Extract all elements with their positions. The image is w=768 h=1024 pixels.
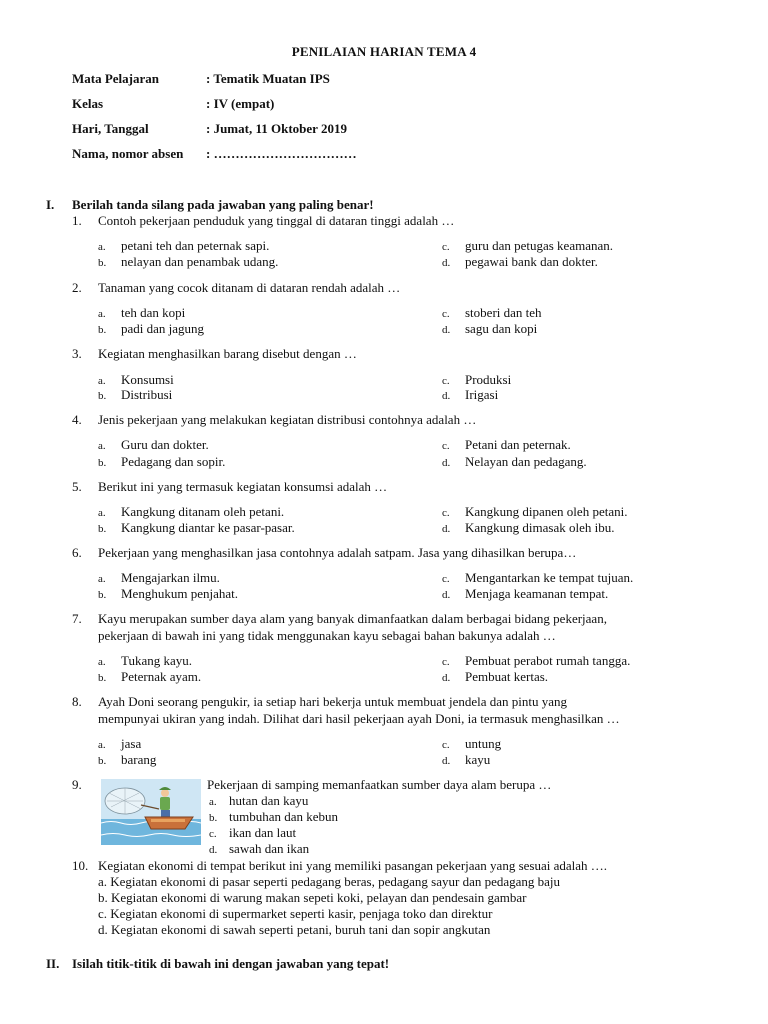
option-letter: d.: [442, 457, 451, 469]
option-letter: d.: [209, 844, 218, 856]
option-letter: a.: [98, 656, 106, 668]
question-7-text-line-2: pekerjaan di bawah ini yang tidak menggunakan kayu sebagai bahan bakunya adalah …: [98, 628, 556, 643]
question-1-option-a[interactable]: [98, 238, 269, 254]
option-letter: c.: [442, 507, 450, 519]
option-text: Petani dan peternak.: [465, 437, 571, 452]
question-6-option-c[interactable]: [442, 570, 633, 586]
option-text: Mengajarkan ilmu.: [121, 570, 220, 585]
question-6-option-d[interactable]: [442, 586, 608, 602]
option-letter: b.: [98, 257, 107, 269]
question-8-number: 8.: [72, 694, 82, 709]
option-letter: d.: [442, 589, 451, 601]
question-4-option-d[interactable]: [442, 454, 587, 470]
question-7-option-b[interactable]: [98, 669, 201, 685]
fisherman-illustration: [101, 779, 201, 845]
option-text: petani teh dan peternak sapi.: [121, 238, 270, 253]
header-label-subject: Mata Pelajaran: [72, 71, 160, 86]
question-2-option-c[interactable]: [442, 305, 542, 321]
question-4-number: 4.: [72, 412, 82, 427]
option-text: stoberi dan teh: [465, 305, 542, 320]
option-text: Kangkung dipanen oleh petani.: [465, 504, 628, 519]
option-text: teh dan kopi: [121, 305, 186, 320]
option-letter: a.: [98, 375, 106, 387]
question-2-number: 2.: [72, 280, 82, 295]
option-letter: d.: [442, 523, 451, 535]
option-letter: c.: [442, 739, 450, 751]
header-value-class: : IV (empat): [206, 96, 275, 111]
question-8-option-a[interactable]: [98, 736, 141, 752]
question-8-text-line-2: mempunyai ukiran yang indah. Dilihat dari hasil pekerjaan ayah Doni, ia termasuk menghasilkan …: [98, 711, 620, 726]
question-7-option-c[interactable]: [442, 653, 630, 669]
question-10-number: 10.: [72, 858, 89, 873]
option-letter: c.: [442, 656, 450, 668]
option-letter: a.: [98, 739, 106, 751]
option-letter: b.: [98, 324, 107, 336]
question-9-number: 9.: [72, 777, 82, 792]
option-text: barang: [121, 752, 157, 767]
question-10-option-a[interactable]: a. Kegiatan ekonomi di pasar seperti pedagang beras, pedagang sayur dan pedagang baju: [98, 874, 561, 889]
option-text: Kangkung ditanam oleh petani.: [121, 504, 285, 519]
option-letter: a.: [98, 308, 106, 320]
question-5-option-b[interactable]: [98, 520, 295, 536]
question-9-option-c[interactable]: [209, 825, 296, 841]
option-letter: a.: [98, 440, 106, 452]
option-text: Mengantarkan ke tempat tujuan.: [465, 570, 634, 585]
question-3-text: Kegiatan menghasilkan barang disebut dengan …: [98, 346, 357, 361]
option-text: ikan dan laut: [229, 825, 297, 840]
question-6-option-b[interactable]: [98, 586, 238, 602]
question-9-text: Pekerjaan di samping memanfaatkan sumber daya alam berupa …: [207, 777, 552, 792]
option-text: kayu: [465, 752, 491, 767]
question-3-option-c[interactable]: [442, 372, 511, 388]
question-10-option-c[interactable]: c. Kegiatan ekonomi di supermarket seperti kasir, penjaga toko dan direktur: [98, 906, 493, 921]
option-letter: b.: [209, 812, 218, 824]
question-2-option-b[interactable]: [98, 321, 204, 337]
question-4-text: Jenis pekerjaan yang melakukan kegiatan distribusi contohnya adalah …: [98, 412, 477, 427]
option-text: Tukang kayu.: [121, 653, 193, 668]
question-8-text-line-1: Ayah Doni seorang pengukir, ia setiap hari bekerja untuk membuat jendela dan pintu yang: [98, 694, 568, 709]
page-title: PENILAIAN HARIAN TEMA 4: [291, 44, 477, 59]
option-text: jasa: [121, 736, 142, 751]
option-letter: b.: [98, 390, 107, 402]
option-letter: c.: [442, 241, 450, 253]
option-text: sawah dan ikan: [229, 841, 310, 856]
option-letter: a.: [98, 241, 106, 253]
option-text: hutan dan kayu: [229, 793, 309, 808]
question-7-number: 7.: [72, 611, 82, 626]
section-2-number: II.: [46, 956, 60, 971]
question-2-text: Tanaman yang cocok ditanam di dataran rendah adalah …: [98, 280, 401, 295]
option-text: Nelayan dan pedagang.: [465, 454, 587, 469]
option-letter: b.: [98, 523, 107, 535]
question-5-option-c[interactable]: [442, 504, 627, 520]
question-1-option-b[interactable]: [98, 254, 278, 270]
option-text: Peternak ayam.: [121, 669, 202, 684]
question-10-option-b[interactable]: b. Kegiatan ekonomi di warung makan sepeti koki, pelayan dan pendesain gambar: [98, 890, 527, 905]
question-1-option-c[interactable]: [442, 238, 613, 254]
question-5-option-d[interactable]: [442, 520, 614, 536]
section-2-instruction: Isilah titik-titik di bawah ini dengan jawaban yang tepat!: [72, 956, 390, 971]
option-letter: b.: [98, 755, 107, 767]
option-text: Guru dan dokter.: [121, 437, 209, 452]
question-4-option-a[interactable]: [98, 437, 209, 453]
option-letter: d.: [442, 755, 451, 767]
option-text: Menghukum penjahat.: [121, 586, 238, 601]
option-text: pegawai bank dan dokter.: [465, 254, 598, 269]
option-text: Produksi: [465, 372, 512, 387]
question-1-text: Contoh pekerjaan penduduk yang tinggal di dataran tinggi adalah …: [98, 213, 455, 228]
question-10-text: Kegiatan ekonomi di tempat berikut ini yang memiliki pasangan pekerjaan yang sesuai adalah ….: [98, 858, 608, 873]
question-9-option-d[interactable]: [209, 841, 309, 857]
option-text: tumbuhan dan kebun: [229, 809, 339, 824]
option-text: Konsumsi: [121, 372, 174, 387]
section-1-instruction: Berilah tanda silang pada jawaban yang paling benar!: [72, 197, 374, 212]
header-label-date: Hari, Tanggal: [72, 121, 149, 136]
option-text: padi dan jagung: [121, 321, 205, 336]
option-text: Menjaga keamanan tempat.: [465, 586, 609, 601]
option-letter: d.: [442, 672, 451, 684]
header-value-date: : Jumat, 11 Oktober 2019: [206, 121, 347, 136]
option-letter: b.: [98, 589, 107, 601]
option-text: guru dan petugas keamanan.: [465, 238, 614, 253]
option-letter: a.: [209, 796, 217, 808]
question-5-number: 5.: [72, 479, 82, 494]
question-4-option-c[interactable]: [442, 437, 571, 453]
option-text: Distribusi: [121, 387, 173, 402]
option-text: Kangkung dimasak oleh ibu.: [465, 520, 615, 535]
question-6-number: 6.: [72, 545, 82, 560]
option-letter: d.: [442, 257, 451, 269]
question-3-option-d[interactable]: [442, 387, 498, 403]
question-8-option-d[interactable]: [442, 752, 490, 768]
option-letter: b.: [98, 457, 107, 469]
option-letter: d.: [442, 390, 451, 402]
option-text: nelayan dan penambak udang.: [121, 254, 279, 269]
question-8-option-b[interactable]: [98, 752, 156, 768]
question-2-option-a[interactable]: [98, 305, 185, 321]
question-5-text: Berikut ini yang termasuk kegiatan konsumsi adalah …: [98, 479, 388, 494]
header-value-subject: : Tematik Muatan IPS: [206, 71, 330, 86]
option-text: Irigasi: [465, 387, 499, 402]
option-text: sagu dan kopi: [465, 321, 538, 336]
option-letter: c.: [442, 440, 450, 452]
header-label-name: Nama, nomor absen: [72, 146, 184, 161]
header-value-name: : ……………………………: [206, 146, 357, 161]
question-9-option-a[interactable]: [209, 793, 308, 809]
option-letter: a.: [98, 573, 106, 585]
question-1-option-d[interactable]: [442, 254, 598, 270]
option-text: Pedagang dan sopir.: [121, 454, 226, 469]
option-letter: d.: [442, 324, 451, 336]
option-letter: a.: [98, 507, 106, 519]
question-6-option-a[interactable]: [98, 570, 220, 586]
option-text: Pembuat perabot rumah tangga.: [465, 653, 631, 668]
question-3-option-b[interactable]: [98, 387, 172, 403]
option-text: Kangkung diantar ke pasar-pasar.: [121, 520, 295, 535]
question-4-option-b[interactable]: [98, 454, 225, 470]
section-1-number: I.: [46, 197, 55, 212]
option-text: untung: [465, 736, 502, 751]
question-3-number: 3.: [72, 346, 82, 361]
question-6-text: Pekerjaan yang menghasilkan jasa contohnya adalah satpam. Jasa yang dihasilkan berupa…: [98, 545, 577, 560]
header-label-class: Kelas: [72, 96, 104, 111]
option-letter: c.: [209, 828, 217, 840]
option-text: Pembuat kertas.: [465, 669, 549, 684]
question-10-option-d[interactable]: d. Kegiatan ekonomi di sawah seperti petani, buruh tani dan sopir angkutan: [98, 922, 491, 937]
question-1-number: 1.: [72, 213, 82, 228]
question-2-option-d[interactable]: [442, 321, 537, 337]
question-3-option-a[interactable]: [98, 372, 174, 388]
question-5-option-a[interactable]: [98, 504, 284, 520]
question-7-option-d[interactable]: [442, 669, 548, 685]
option-letter: b.: [98, 672, 107, 684]
option-letter: c.: [442, 573, 450, 585]
question-8-option-c[interactable]: [442, 736, 501, 752]
question-7-option-a[interactable]: [98, 653, 192, 669]
option-letter: c.: [442, 308, 450, 320]
option-letter: c.: [442, 375, 450, 387]
question-9-option-b[interactable]: [209, 809, 338, 825]
question-7-text-line-1: Kayu merupakan sumber daya alam yang banyak dimanfaatkan dalam berbagai bidang pekerjaan,: [98, 611, 607, 626]
